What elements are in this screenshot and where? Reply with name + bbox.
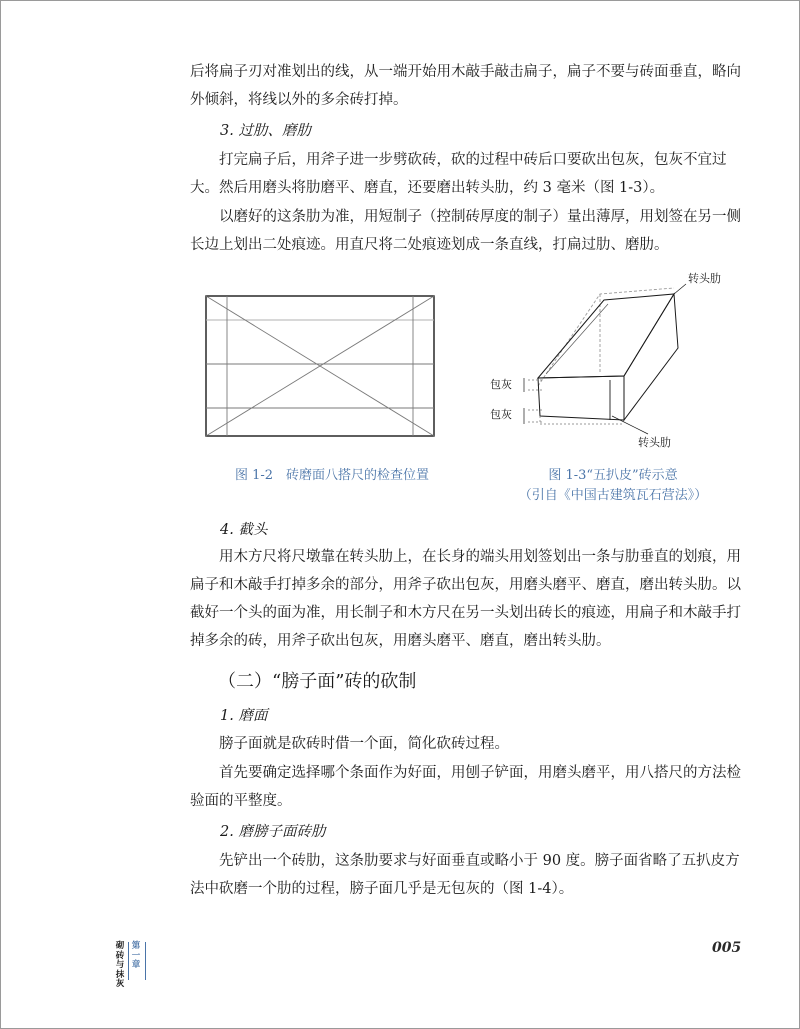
heading-mo-mian	[220, 704, 267, 728]
heading-guo-lei	[220, 119, 311, 143]
figure-1-3-drawing	[488, 266, 758, 456]
paragraph-3b: 以磨好的这条肋为准，用短制子（控制砖厚度的制子）量出薄厚，用划签在另一侧长边上划出二处痕迹。用直尺将二处痕迹划成一条直线，打扁过肋、磨肋。	[190, 209, 741, 253]
paragraph-4: 用木方尺将尺墩靠在转头肋上，在长身的端头用划签划出一条与肋垂直的划痕，用扁子和木敲手打掉多余的部分，用斧子砍出包灰，用磨头磨平、磨直，磨出转头肋。以截好一个头的面为准，用长制子和木方尺在另一头划出砖长的痕迹，用扁子和木敲手打掉多余的砖，用斧子砍出包灰，用磨头磨平、磨直，磨出转头肋。	[190, 549, 741, 649]
heading-text: 1. 磨面	[220, 708, 268, 724]
chapter-tab-rule-2	[145, 942, 146, 980]
heading-text: 2. 磨膀子面砖肋	[220, 824, 326, 840]
heading-jie-tou	[220, 518, 267, 542]
figure-1-2-caption: 图 1-2 砖磨面八搭尺的检查位置	[234, 468, 430, 483]
paragraph-3a: 打完扁子后，用斧子进一步劈砍砖，砍的过程中砖后口要砍出包灰，包灰不宜过大。然后用磨头将肋磨平、磨直，还要磨出转头肋，约 3 毫米（图 1-3）。	[190, 152, 727, 196]
chapter-label: 第一章	[131, 941, 141, 970]
label-baohui-1: 包灰	[490, 378, 512, 391]
heading-text: 3. 过肋、磨肋	[220, 123, 311, 139]
paragraph-s2: 先铲出一个砖肋，这条肋要求与好面垂直或略小于 90 度。膀子面省略了五扒皮方法中砍磨一个肋的过程，膀子面几乎是无包灰的（图 1-4）。	[190, 853, 740, 897]
label-zhuantoulei-bottom: 转头肋	[638, 436, 671, 449]
paragraph-intro: 后将扁子刃对准划出的线，从一端开始用木敲手敲击扁子，扁子不要与砖面垂直，略向外倾斜，将线以外的多余砖打掉。	[190, 64, 741, 108]
figure-1-2	[200, 290, 440, 446]
heading-text: 4. 截头	[220, 522, 268, 538]
paragraph-s1b: 首先要确定选择哪个条面作为好面，用刨子铲面，用磨头磨平，用八搭尺的方法检验面的平整度。	[190, 765, 741, 809]
figure-1-3-caption-line1: 图 1-3“五扒皮”砖示意	[548, 468, 678, 483]
label-baohui-2: 包灰	[490, 408, 512, 421]
figure-1-3	[488, 266, 758, 460]
figure-1-3-caption-line2: （引自《中国古建筑瓦石营法》）	[518, 488, 708, 503]
figure-1-2-drawing	[200, 290, 440, 442]
page-number: 005	[712, 940, 742, 956]
section-title: （二）“膀子面”砖的砍制	[218, 671, 417, 692]
paragraph-s1a: 膀子面就是砍砖时借一个面，简化砍砖过程。	[219, 736, 509, 752]
chapter-tab	[109, 941, 153, 989]
label-zhuantoulei-top: 转头肋	[688, 272, 721, 285]
heading-mo-bangzimian	[220, 820, 325, 844]
chapter-subtitle: 砌砖与抹灰	[115, 941, 125, 989]
